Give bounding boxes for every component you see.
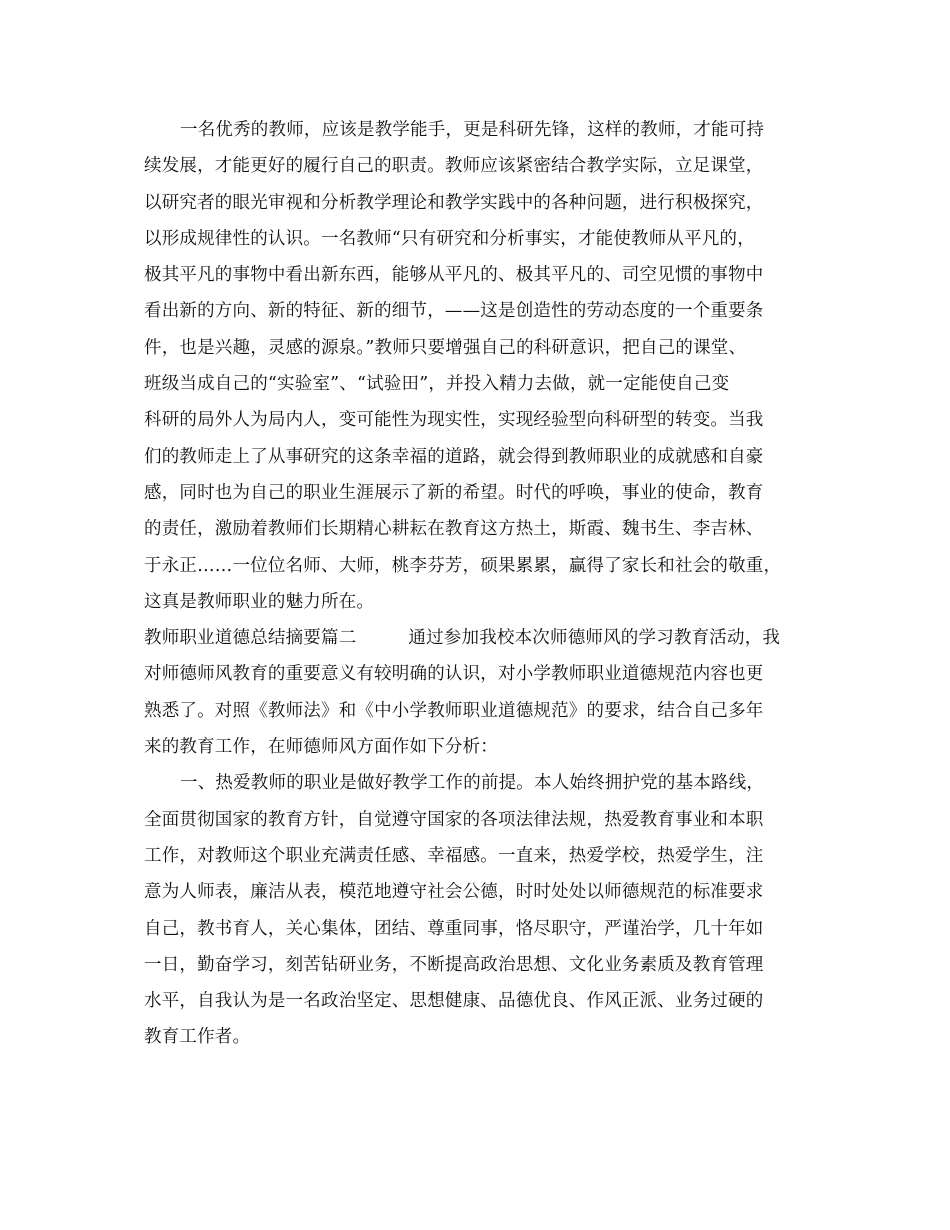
text-line: 一日，勤奋学习，刻苦钻研业务，不断提高政治思想、文化业务素质及教育管理 (144, 954, 764, 975)
text-line: 以形成规律性的认识。一名教师“只有研究和分析事实，才能使教师从平凡的， (144, 228, 755, 249)
text-line: 工作，对教师这个职业充满责任感、幸福感。一直来，热爱学校，热爱学生，注 (144, 845, 764, 866)
section-heading-line (144, 620, 808, 656)
text-line: 感，同时也为自己的职业生涯展示了新的希望。时代的呼唤，事业的使命，教育 (144, 482, 764, 503)
text-line: 对师德师风教育的重要意义有较明确的认识，对小学教师职业道德规范内容也更 (144, 664, 764, 685)
text-line: 一、热爱教师的职业是做好教学工作的前提。本人始终拥护党的基本路线， (180, 773, 765, 794)
text-line: 教育工作者。 (144, 1027, 251, 1048)
text-line: 自己，教书育人，关心集体，团结、尊重同事，恪尽职守，严谨治学，几十年如 (144, 918, 764, 939)
text-line: 水平，自我认为是一名政治坚定、思想健康、品德优良、作风正派、业务过硬的 (144, 991, 764, 1012)
text-line: 于永正……一位位名师、大师，桃李芬芳，硕果累累，赢得了家长和社会的敬重， (144, 555, 782, 576)
text-line: 意为人师表，廉洁从表，模范地遵守社会公德，时时处处以师德规范的标准要求 (144, 882, 764, 903)
text-line: 极其平凡的事物中看出新东西，能够从平凡的、极其平凡的、司空见惯的事物中 (144, 265, 764, 286)
text-line: 一名优秀的教师，应该是教学能手，更是科研先锋，这样的教师，才能可持 (180, 120, 765, 140)
text-line: 看出新的方向、新的特征、新的细节，——这是创造性的劳动态度的一个重要条 (144, 301, 764, 322)
document-body (144, 112, 808, 1056)
text-line: 的责任，激励着教师们长期精心耕耘在教育这方热土，斯霞、魏书生、李吉林、 (144, 519, 764, 540)
text-line: 来的教育工作，在师德师风方面作如下分析： (144, 737, 498, 758)
text-line: 通过参加我校本次师德师风的学习教育活动，我 (408, 628, 781, 649)
text-line: 熟悉了。对照《教师法》和《中小学教师职业道德规范》的要求，结合自己多年 (144, 700, 764, 721)
text-line: 续发展，才能更好的履行自己的职责。教师应该紧密结合教学实际，立足课堂， (144, 156, 764, 177)
text-line: 全面贯彻国家的教育方针，自觉遵守国家的各项法律法规，热爱教育事业和本职 (144, 809, 764, 830)
text-line: 们的教师走上了从事研究的这条幸福的道路，就会得到教师职业的成就感和自豪 (144, 446, 764, 467)
text-line: 件，也是兴趣，灵感的源泉。”教师只要增强自己的科研意识，把自己的课堂、 (144, 337, 747, 358)
text-line: 这真是教师职业的魅力所在。 (144, 591, 375, 612)
section-title: 教师职业道德总结摘要篇二 (144, 628, 357, 649)
text-line: 以研究者的眼光审视和分析教学理论和教学实践中的各种问题，进行积极探究， (144, 192, 764, 213)
text-line: 班级当成自己的“实验室”、“试验田”，并投入精力去做，就一定能使自己变 (144, 374, 730, 395)
text-line: 科研的局外人为局内人，变可能性为现实性，实现经验型向科研型的转变。当我 (144, 410, 764, 431)
